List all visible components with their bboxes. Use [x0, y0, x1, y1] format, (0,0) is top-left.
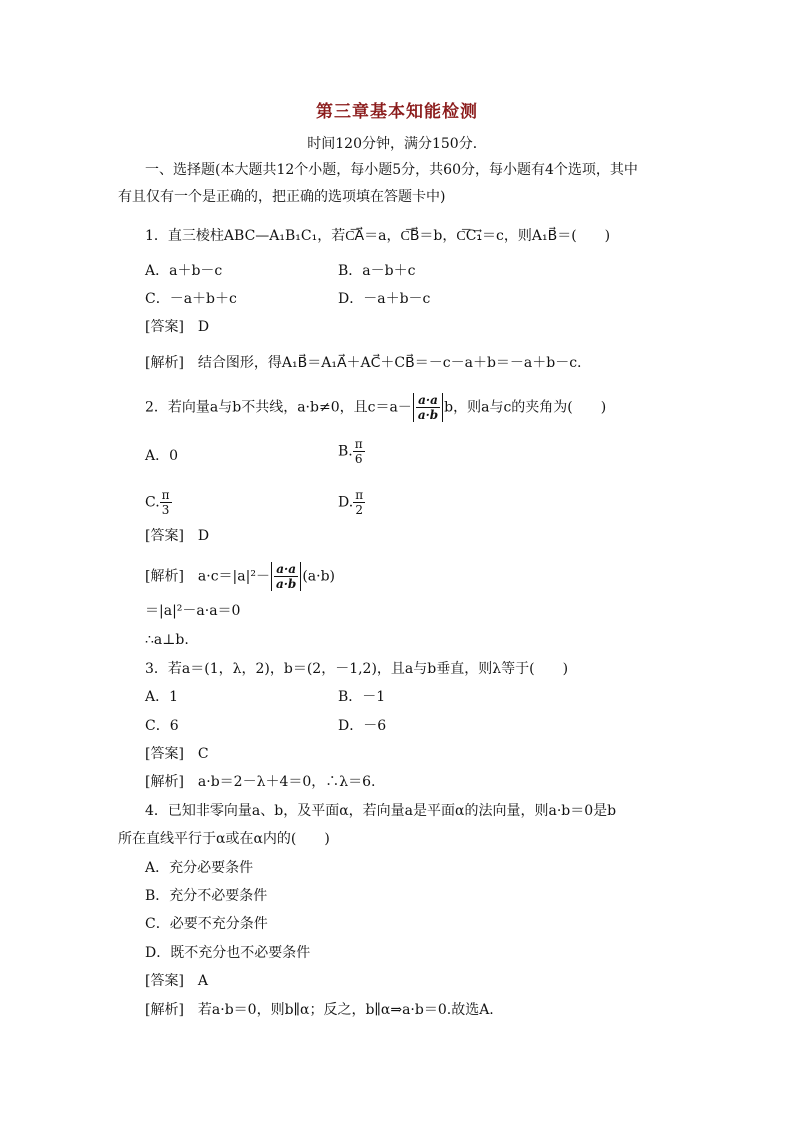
- q4-option-d: D．既不充分也不必要条件: [145, 945, 311, 961]
- q1-analysis: [解析] 结合图形，得A₁B⃗＝A₁A⃗＋AC⃗＋CB⃗＝－c－a＋b＝－a＋b－c.: [145, 355, 582, 371]
- q2-pi-d: π: [355, 488, 364, 502]
- q2-analysis: [145, 562, 335, 591]
- q2-option-b-label: B.: [338, 443, 353, 460]
- q2-analysis-line2: ＝|a|²－a·a＝0: [145, 603, 241, 619]
- q4-analysis: [解析] 若a·b＝0，则b∥α；反之，b∥α⇒a·b＝0.故选A.: [145, 1002, 494, 1018]
- q1-option-a: A．a＋b－c: [145, 263, 223, 279]
- q2-frac-den: a·b: [417, 408, 439, 422]
- q2-frac-num: a·a: [416, 393, 440, 408]
- section-heading-line1: 一、选择题(本大题共12个小题，每小题5分，共60分，每小题有4个选项，其中: [145, 162, 638, 178]
- q2-option-d-label: D.: [338, 494, 354, 511]
- q2-den-c: 3: [161, 503, 170, 517]
- section-heading-line2: 有且仅有一个是正确的，把正确的选项填在答题卡中): [118, 189, 446, 205]
- exam-info: 时间120分钟，满分150分．: [307, 136, 487, 152]
- q2-option-c-label: C.: [145, 494, 160, 511]
- q4-answer: [答案] A: [145, 973, 209, 989]
- q4-option-c: C．必要不充分条件: [145, 916, 268, 932]
- q3-answer: [答案] C: [145, 746, 209, 762]
- q3-option-d: D．－6: [338, 718, 387, 734]
- q2-analysis-post: (a·b): [302, 568, 335, 585]
- q2-stem-pre: 2．若向量a与b不共线，a·b≠0，且c＝a－: [145, 399, 412, 416]
- q2-option-a: A．0: [145, 448, 179, 464]
- q2-den-b: 6: [354, 452, 363, 466]
- q3-option-c: C．6: [145, 718, 179, 734]
- q2-analysis-fraction: [271, 562, 301, 591]
- q2-option-c: [145, 488, 172, 517]
- q2-analysis-line3: ∴a⊥b.: [145, 632, 189, 648]
- q1-stem: 1．直三棱柱ABC—A₁B₁C₁，若C͞A⃗＝a，C͞B⃗＝b，C͞C₁⃗＝c，则A₁B⃗＝( ): [145, 228, 611, 244]
- q4-stem-line1: 4．已知非零向量a、b，及平面α，若向量a是平面α的法向量，则a·b＝0是b: [145, 803, 617, 819]
- q3-analysis: [解析] a·b＝2－λ＋4＝0，∴λ＝6.: [145, 774, 376, 790]
- q1-option-c: C．－a＋b＋c: [145, 291, 237, 307]
- q4-stem-line2: 所在直线平行于α或在α内的( ): [118, 831, 330, 847]
- q2-analysis-den: a·b: [275, 577, 297, 591]
- q1-option-b: B．a－b＋c: [338, 263, 416, 279]
- q2-pi-b: π: [354, 437, 363, 451]
- q3-option-b: B．－1: [338, 689, 386, 705]
- q2-den-d: 2: [355, 503, 363, 517]
- q2-analysis-num: a·a: [274, 562, 298, 577]
- page-title: 第三章基本知能检测: [316, 102, 478, 122]
- q1-answer: [答案] D: [145, 319, 210, 335]
- q2-stem-post: b，则a与c的夹角为( ): [444, 399, 607, 416]
- q2-option-b: [338, 437, 365, 466]
- q2-option-d: [338, 488, 365, 517]
- q1-option-d: D．－a＋b－c: [338, 291, 431, 307]
- q2-analysis-pre: [解析] a·c＝|a|²－: [145, 568, 270, 585]
- q2-answer: [答案] D: [145, 528, 210, 544]
- q3-option-a: A．1: [145, 689, 179, 705]
- q3-stem: 3．若a＝(1，λ，2)，b＝(2，－1,2)，且a与b垂直，则λ等于( ): [145, 661, 569, 677]
- q4-option-b: B．充分不必要条件: [145, 888, 268, 904]
- q4-option-a: A．充分必要条件: [145, 860, 254, 876]
- q2-pi-c: π: [161, 488, 170, 502]
- q2-stem: [145, 393, 606, 422]
- q2-abs-fraction: [413, 393, 443, 422]
